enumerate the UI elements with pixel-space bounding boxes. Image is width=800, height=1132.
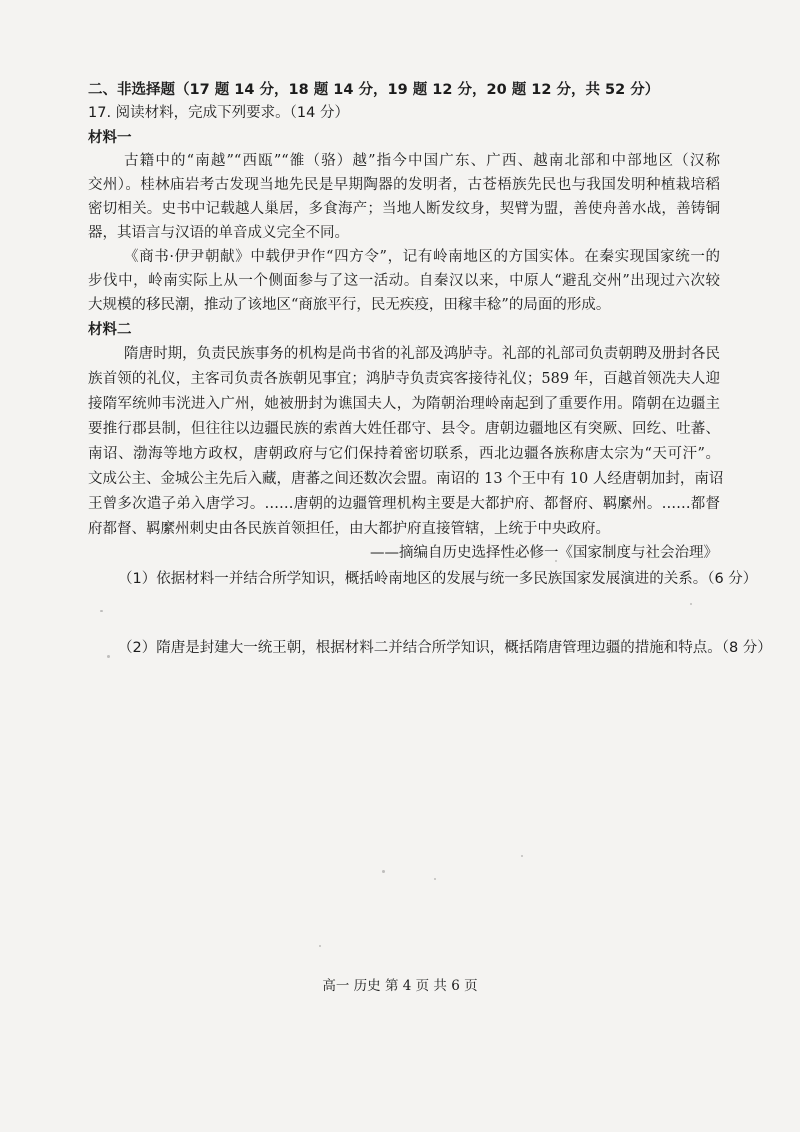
- material-2-line: 要推行郡县制，但往往以边疆民族的索酋大姓任郡守、县令。唐朝边疆地区有突厥、回纥、吐蕃、: [88, 421, 720, 437]
- material-1-para1-line: 密切相关。史书中记载越人巢居，多食海产；当地人断发纹身，契臂为盟，善使舟善水战，善铸铜: [88, 201, 720, 217]
- sub-question-1: （1）依据材料一并结合所学知识，概括岭南地区的发展与统一多民族国家发展演进的关系。（6 分）: [118, 571, 758, 587]
- material-2-line: 接隋军统帅韦洸进入广州，她被册封为谯国夫人，为隋朝治理岭南起到了重要作用。隋朝在边疆主: [88, 396, 720, 412]
- material-1-para2-line: 《商书·伊尹朝献》中载伊尹作“四方令”，记有岭南地区的方国实体。在秦实现国家统一的: [124, 249, 720, 265]
- material-1-heading: 材料一: [88, 130, 132, 146]
- material-2-line: 王曾多次遣子弟入唐学习。……唐朝的边疆管理机构主要是大都护府、都督府、羁縻州。……都督: [88, 496, 720, 512]
- scan-speck: [382, 870, 385, 873]
- material-2-heading: 材料二: [88, 322, 132, 338]
- question-17: 17. 阅读材料，完成下列要求。（14 分）: [88, 105, 349, 121]
- material-2-line: 族首领的礼仪，主客司负责各族朝见事宜；鸿胪寺负责宾客接待礼仪；589 年，百越首领冼夫人迎: [88, 371, 720, 387]
- material-1-para2-line: 大规模的移民潮，推动了该地区“商旅平行，民无疾疫，田稼丰稔”的局面的形成。: [88, 297, 611, 313]
- scan-speck: [107, 655, 110, 658]
- section-heading: 二、非选择题（17 题 14 分，18 题 14 分，19 题 12 分，20 题 12 分，共 52 分）: [88, 82, 660, 98]
- scan-speck: [434, 878, 436, 880]
- material-2-source: ——摘编自历史选择性必修一《国家制度与社会治理》: [370, 545, 718, 561]
- material-1-para1-line: 古籍中的“南越”“西瓯”“雒（骆）越”指今中国广东、广西、越南北部和中部地区（汉称: [124, 153, 720, 169]
- scan-speck: [100, 610, 103, 612]
- scan-speck: [555, 560, 557, 562]
- material-1-para2-line: 步伐中，岭南实际上从一个侧面参与了这一活动。自秦汉以来，中原人“避乱交州”出现过六次较: [88, 273, 720, 289]
- material-2-line: 南诏、渤海等地方政权，唐朝政府与它们保持着密切联系，西北边疆各族称唐太宗为“天可汗”。: [88, 446, 720, 462]
- scan-speck: [690, 603, 692, 605]
- scan-speck: [319, 945, 321, 947]
- material-1-para1-line: 交州）。桂林庙岩考古发现当地先民是早期陶器的发明者，古苍梧族先民也与我国发明种植栽培稻: [88, 177, 720, 193]
- sub-question-2: （2）隋唐是封建大一统王朝，根据材料二并结合所学知识，概括隋唐管理边疆的措施和特点。（8 分）: [118, 640, 772, 656]
- page-footer: 高一 历史 第 4 页 共 6 页: [322, 978, 478, 994]
- material-2-line: 隋唐时期，负责民族事务的机构是尚书省的礼部及鸿胪寺。礼部的礼部司负责朝聘及册封各民: [124, 346, 720, 362]
- material-2-line: 府都督、羁縻州刺史由各民族首领担任，由大都护府直接管辖，上统于中央政府。: [88, 521, 610, 537]
- material-2-line: 文成公主、金城公主先后入藏，唐蕃之间还数次会盟。南诏的 13 个王中有 10 人经唐朝加封，南诏: [88, 471, 724, 487]
- material-1-para1-line: 器，其语言与汉语的单音成义完全不同。: [88, 225, 349, 241]
- scan-speck: [521, 855, 523, 857]
